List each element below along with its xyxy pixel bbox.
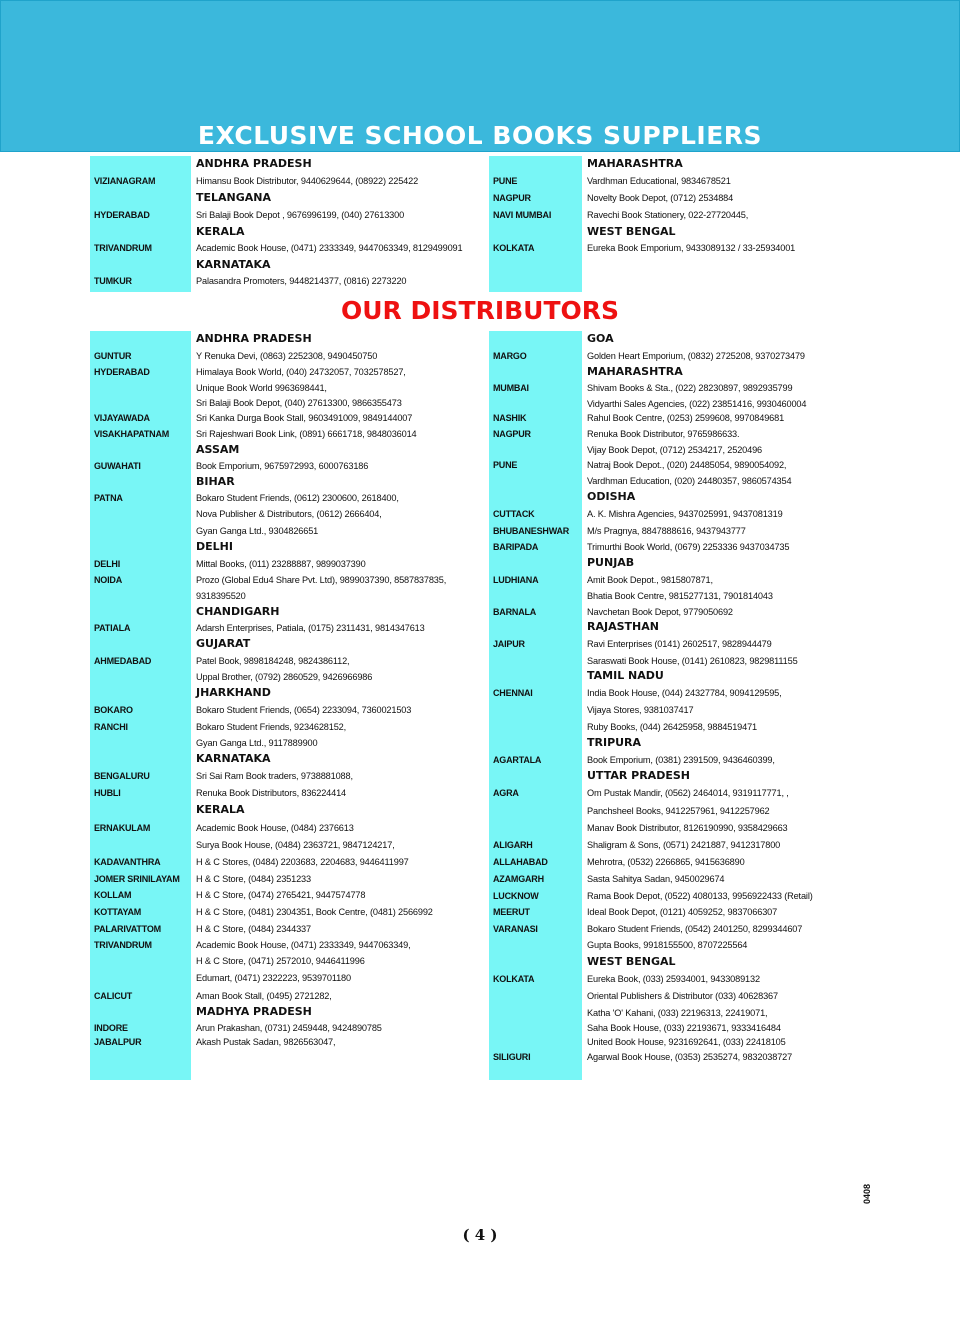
distributor-details: India Book House, (044) 24327784, 9094129595, xyxy=(587,688,782,698)
distributor-details: Sri Balaji Book Depot, (040) 27613300, 9866355473 xyxy=(196,398,402,408)
city-label: JABALPUR xyxy=(94,1037,142,1047)
city-label: MARGO xyxy=(493,351,527,361)
distributor-details: H & C Stores, (0484) 2203683, 2204683, 9446411997 xyxy=(196,857,409,867)
state-name: ANDHRA PRADESH xyxy=(196,157,312,170)
city-label: NAGPUR xyxy=(493,193,531,203)
city-label: BHUBANESHWAR xyxy=(493,526,570,536)
city-label: LUCKNOW xyxy=(493,891,539,901)
distributor-details: Academic Book House, (0471) 2333349, 9447063349, 8129499091 xyxy=(196,243,463,253)
distributor-details: Edumart, (0471) 2322223, 9539701180 xyxy=(196,973,351,983)
distributor-details: Surya Book House, (0484) 2363721, 9847124217, xyxy=(196,840,395,850)
distributor-details: H & C Store, (0474) 2765421, 9447574778 xyxy=(196,890,366,900)
state-name: ASSAM xyxy=(196,443,240,456)
distributor-details: Ravi Enterprises (0141) 2602517, 9828944479 xyxy=(587,639,772,649)
city-label: BARIPADA xyxy=(493,542,539,552)
state-name: TRIPURA xyxy=(587,736,642,749)
city-label: KADAVANTHRA xyxy=(94,857,161,867)
distributor-details: Nova Publisher & Distributors, (0612) 2666404, xyxy=(196,509,382,519)
distributor-details: Y Renuka Devi, (0863) 2252308, 9490450750 xyxy=(196,351,378,361)
city-label: VIJAYAWADA xyxy=(94,413,150,423)
distributor-details: Eureka Book, (033) 25934001, 9433089132 xyxy=(587,974,760,984)
distributor-details: Eureka Book Emporium, 9433089132 / 33-25934001 xyxy=(587,243,796,253)
state-name: MAHARASHTRA xyxy=(587,365,683,378)
suppliers-section xyxy=(0,156,960,292)
state-name: MAHARASHTRA xyxy=(587,157,683,170)
city-label: KOTTAYAM xyxy=(94,907,142,917)
city-label: NAVI MUMBAI xyxy=(493,210,552,220)
city-label: JAIPUR xyxy=(493,639,525,649)
city-label: AGARTALA xyxy=(493,755,542,765)
distributor-details: Vijaya Stores, 9381037417 xyxy=(587,705,694,715)
city-label: INDORE xyxy=(94,1023,128,1033)
state-name: TELANGANA xyxy=(196,191,272,204)
distributor-details: Mittal Books, (011) 23288887, 9899037390 xyxy=(196,559,366,569)
distributor-details: Sri Sai Ram Book traders, 9738881088, xyxy=(196,771,353,781)
distributor-details: Saha Book House, (033) 22193671, 9333416484 xyxy=(587,1023,781,1033)
state-name: KARNATAKA xyxy=(196,258,271,271)
distributor-details: Sri Kanka Durga Book Stall, 9603491009, 9849144007 xyxy=(196,413,413,423)
distributor-details: Trimurthi Book World, (0679) 2253336 9437034735 xyxy=(587,542,790,552)
city-label: KOLLAM xyxy=(94,890,132,900)
distributor-details: H & C Store, (0484) 2351233 xyxy=(196,874,311,884)
state-name: JHARKHAND xyxy=(196,686,271,699)
city-label: VISAKHAPATNAM xyxy=(94,429,170,439)
distributor-details: Mehrotra, (0532) 2266865, 9415636890 xyxy=(587,857,745,867)
state-name: CHANDIGARH xyxy=(196,605,280,618)
city-label: DELHI xyxy=(94,559,121,569)
city-label: BOKARO xyxy=(94,705,133,715)
state-name: ODISHA xyxy=(587,490,636,503)
distributor-details: Vijay Book Depot, (0712) 2534217, 2520496 xyxy=(587,445,763,455)
distributor-details: Rama Book Depot, (0522) 4080133, 9956922433 (Retail) xyxy=(587,891,813,901)
side-code: 0408 xyxy=(862,1183,872,1205)
state-name: PUNJAB xyxy=(587,556,635,569)
distributor-details: Gupta Books, 9918155500, 8707225564 xyxy=(587,940,748,950)
city-label: HUBLI xyxy=(94,788,121,798)
distributor-details: Bokaro Student Friends, 9234628152, xyxy=(196,722,347,732)
distributor-details: H & C Store, (0471) 2572010, 9446411996 xyxy=(196,956,365,966)
distributor-details: Sri Rajeshwari Book Link, (0891) 6661718, 9848036014 xyxy=(196,429,417,439)
city-label: PATIALA xyxy=(94,623,131,633)
city-label: PUNE xyxy=(493,176,518,186)
distributor-details: A. K. Mishra Agencies, 9437025991, 9437081319 xyxy=(587,509,783,519)
city-label: JOMER SRINILAYAM xyxy=(94,874,180,884)
distributor-details: Academic Book House, (0484) 2376613 xyxy=(196,823,354,833)
city-label: CALICUT xyxy=(94,991,133,1001)
state-name: KERALA xyxy=(196,803,245,816)
state-name: WEST BENGAL xyxy=(587,955,676,968)
distributor-details: Bokaro Student Friends, (0612) 2300600, 2618400, xyxy=(196,493,399,503)
city-label: GUWAHATI xyxy=(94,461,141,471)
distributor-details: 9318395520 xyxy=(196,591,246,601)
state-name: KERALA xyxy=(196,225,245,238)
distributor-details: Bokaro Student Friends, (0654) 2233094, 7360021503 xyxy=(196,705,412,715)
city-label: KOLKATA xyxy=(493,974,535,984)
distributor-details: Book Emporium, 9675972993, 6000763186 xyxy=(196,461,369,471)
city-label: ALIGARH xyxy=(493,840,533,850)
distributor-details: Katha 'O' Kahani, (033) 22196313, 22419071, xyxy=(587,1008,768,1018)
state-name: WEST BENGAL xyxy=(587,225,676,238)
banner-title: EXCLUSIVE SCHOOL BOOKS SUPPLIERS xyxy=(197,121,763,150)
city-label: MUMBAI xyxy=(493,383,529,393)
state-name: MADHYA PRADESH xyxy=(196,1005,312,1018)
city-label: TRIVANDRUM xyxy=(94,940,152,950)
city-label: SILIGURI xyxy=(493,1052,531,1062)
state-name: BIHAR xyxy=(196,475,235,488)
city-label: ALLAHABAD xyxy=(493,857,548,867)
distributor-details: Adarsh Enterprises, Patiala, (0175) 2311431, 9814347613 xyxy=(196,623,425,633)
distributor-details: Om Pustak Mandir, (0562) 2464014, 9319117771, , xyxy=(587,788,789,798)
state-name: ANDHRA PRADESH xyxy=(196,332,312,345)
page-number: ( 4 ) xyxy=(462,1226,498,1244)
distributor-details: Patel Book, 9898184248, 9824386112, xyxy=(196,656,350,666)
distributor-details: Golden Heart Emporium, (0832) 2725208, 9370273479 xyxy=(587,351,805,361)
distributor-details: Manav Book Distributor, 8126190990, 9358429663 xyxy=(587,823,788,833)
distributor-details: Natraj Book Depot., (020) 24485054, 9890054092, xyxy=(587,460,787,470)
distributor-details: Agarwal Book House, (0353) 2535274, 9832038727 xyxy=(587,1052,793,1062)
distributor-details: Ravechi Book Stationery, 022-27720445, xyxy=(587,210,749,220)
state-name: GOA xyxy=(587,332,614,345)
distributor-details: Himansu Book Distributor, 9440629644, (08922) 225422 xyxy=(196,176,419,186)
distributors-section xyxy=(0,331,960,1080)
distributor-details: Sasta Sahitya Sadan, 9450029674 xyxy=(587,874,725,884)
city-label: MEERUT xyxy=(493,907,530,917)
city-label: TRIVANDRUM xyxy=(94,243,152,253)
city-label: AHMEDABAD xyxy=(94,656,152,666)
city-label: ERNAKULAM xyxy=(94,823,151,833)
distributor-details: Sri Balaji Book Depot , 9676996199, (040) 27613300 xyxy=(196,210,405,220)
distributors-right-city-band xyxy=(489,331,582,1080)
city-label: RANCHI xyxy=(94,722,128,732)
distributor-details: Akash Pustak Sadan, 9826563047, xyxy=(196,1037,336,1047)
state-name: TAMIL NADU xyxy=(587,669,664,682)
distributor-details: Renuka Book Distributor, 9765986633. xyxy=(587,429,740,439)
city-label: PATNA xyxy=(94,493,123,503)
distributor-details: Panchsheel Books, 9412257961, 9412257962 xyxy=(587,806,770,816)
distributor-details: Uppal Brother, (0792) 2860529, 9426966986 xyxy=(196,672,373,682)
city-label: PALARIVATTOM xyxy=(94,924,161,934)
city-label: AGRA xyxy=(493,788,519,798)
distributor-details: Amit Book Depot., 9815807871, xyxy=(587,575,713,585)
city-label: NAGPUR xyxy=(493,429,531,439)
distributor-details: Shivam Books & Sta., (022) 28230897, 9892935799 xyxy=(587,383,793,393)
distributor-details: Palasandra Promoters, 9448214377, (0816) 2273220 xyxy=(196,276,407,286)
distributor-details: Aman Book Stall, (0495) 2721282, xyxy=(196,991,332,1001)
distributor-details: H & C Store, (0481) 2304351, Book Centre, (0481) 2566992 xyxy=(196,907,433,917)
distributor-details: Bokaro Student Friends, (0542) 2401250, 8299344607 xyxy=(587,924,803,934)
distributors-title: OUR DISTRIBUTORS xyxy=(340,296,620,325)
city-label: BARNALA xyxy=(493,607,537,617)
distributor-details: Unique Book World 9963698441, xyxy=(196,383,327,393)
distributor-details: Vardhman Education, (020) 24480357, 9860574354 xyxy=(587,476,792,486)
distributor-details: Prozo (Global Edu4 Share Pvt. Ltd), 9899037390, 8587837835, xyxy=(196,575,447,585)
city-label: NOIDA xyxy=(94,575,122,585)
city-label: TUMKUR xyxy=(94,276,132,286)
distributor-details: Renuka Book Distributors, 836224414 xyxy=(196,788,347,798)
city-label: CUTTACK xyxy=(493,509,535,519)
city-label: HYDERABAD xyxy=(94,367,150,377)
distributor-details: Arun Prakashan, (0731) 2459448, 9424890785 xyxy=(196,1023,382,1033)
city-label: CHENNAI xyxy=(493,688,533,698)
distributor-details: Novelty Book Depot, (0712) 2534884 xyxy=(587,193,734,203)
distributor-details: Ruby Books, (044) 26425958, 9884519471 xyxy=(587,722,758,732)
distributor-details: Himalaya Book World, (040) 24732057, 7032578527, xyxy=(196,367,406,377)
state-name: RAJASTHAN xyxy=(587,620,659,633)
city-label: AZAMGARH xyxy=(493,874,544,884)
state-name: KARNATAKA xyxy=(196,752,271,765)
city-label: BENGALURU xyxy=(94,771,150,781)
distributor-details: Gyan Ganga Ltd., 9304826651 xyxy=(196,526,319,536)
city-label: PUNE xyxy=(493,460,518,470)
distributor-details: Book Emporium, (0381) 2391509, 9436460399, xyxy=(587,755,775,765)
city-label: GUNTUR xyxy=(94,351,132,361)
distributor-details: Bhatia Book Centre, 9815277131, 7901814043 xyxy=(587,591,773,601)
distributor-details: Vardhman Educational, 9834678521 xyxy=(587,176,731,186)
city-label: LUDHIANA xyxy=(493,575,539,585)
distributor-details: Saraswati Book House, (0141) 2610823, 9829811155 xyxy=(587,656,798,666)
header-banner xyxy=(0,0,960,152)
distributor-details: M/s Pragnya, 8847888616, 9437943777 xyxy=(587,526,746,536)
distributor-details: H & C Store, (0484) 2344337 xyxy=(196,924,311,934)
state-name: UTTAR PRADESH xyxy=(587,769,690,782)
distributor-details: Rahul Book Centre, (0253) 2599608, 9970849681 xyxy=(587,413,785,423)
distributor-details: Academic Book House, (0471) 2333349, 9447063349, xyxy=(196,940,411,950)
distributor-details: Shaligram & Sons, (0571) 2421887, 9412317800 xyxy=(587,840,781,850)
distributor-details: United Book House, 9231692641, (033) 22418105 xyxy=(587,1037,786,1047)
state-name: DELHI xyxy=(196,540,233,553)
city-label: KOLKATA xyxy=(493,243,535,253)
distributor-details: Ideal Book Depot, (0121) 4059252, 9837066307 xyxy=(587,907,778,917)
distributor-details: Vidyarthi Sales Agencies, (022) 23851416, 9930460004 xyxy=(587,399,807,409)
state-name: GUJARAT xyxy=(196,637,251,650)
city-label: VIZIANAGRAM xyxy=(94,176,156,186)
city-label: VARANASI xyxy=(493,924,538,934)
distributor-details: Gyan Ganga Ltd., 9117889900 xyxy=(196,738,318,748)
city-label: HYDERABAD xyxy=(94,210,150,220)
city-label: NASHIK xyxy=(493,413,527,423)
distributor-details: Navchetan Book Depot, 9779050692 xyxy=(587,607,733,617)
distributor-details: Oriental Publishers & Distributor (033) 40628367 xyxy=(587,991,778,1001)
